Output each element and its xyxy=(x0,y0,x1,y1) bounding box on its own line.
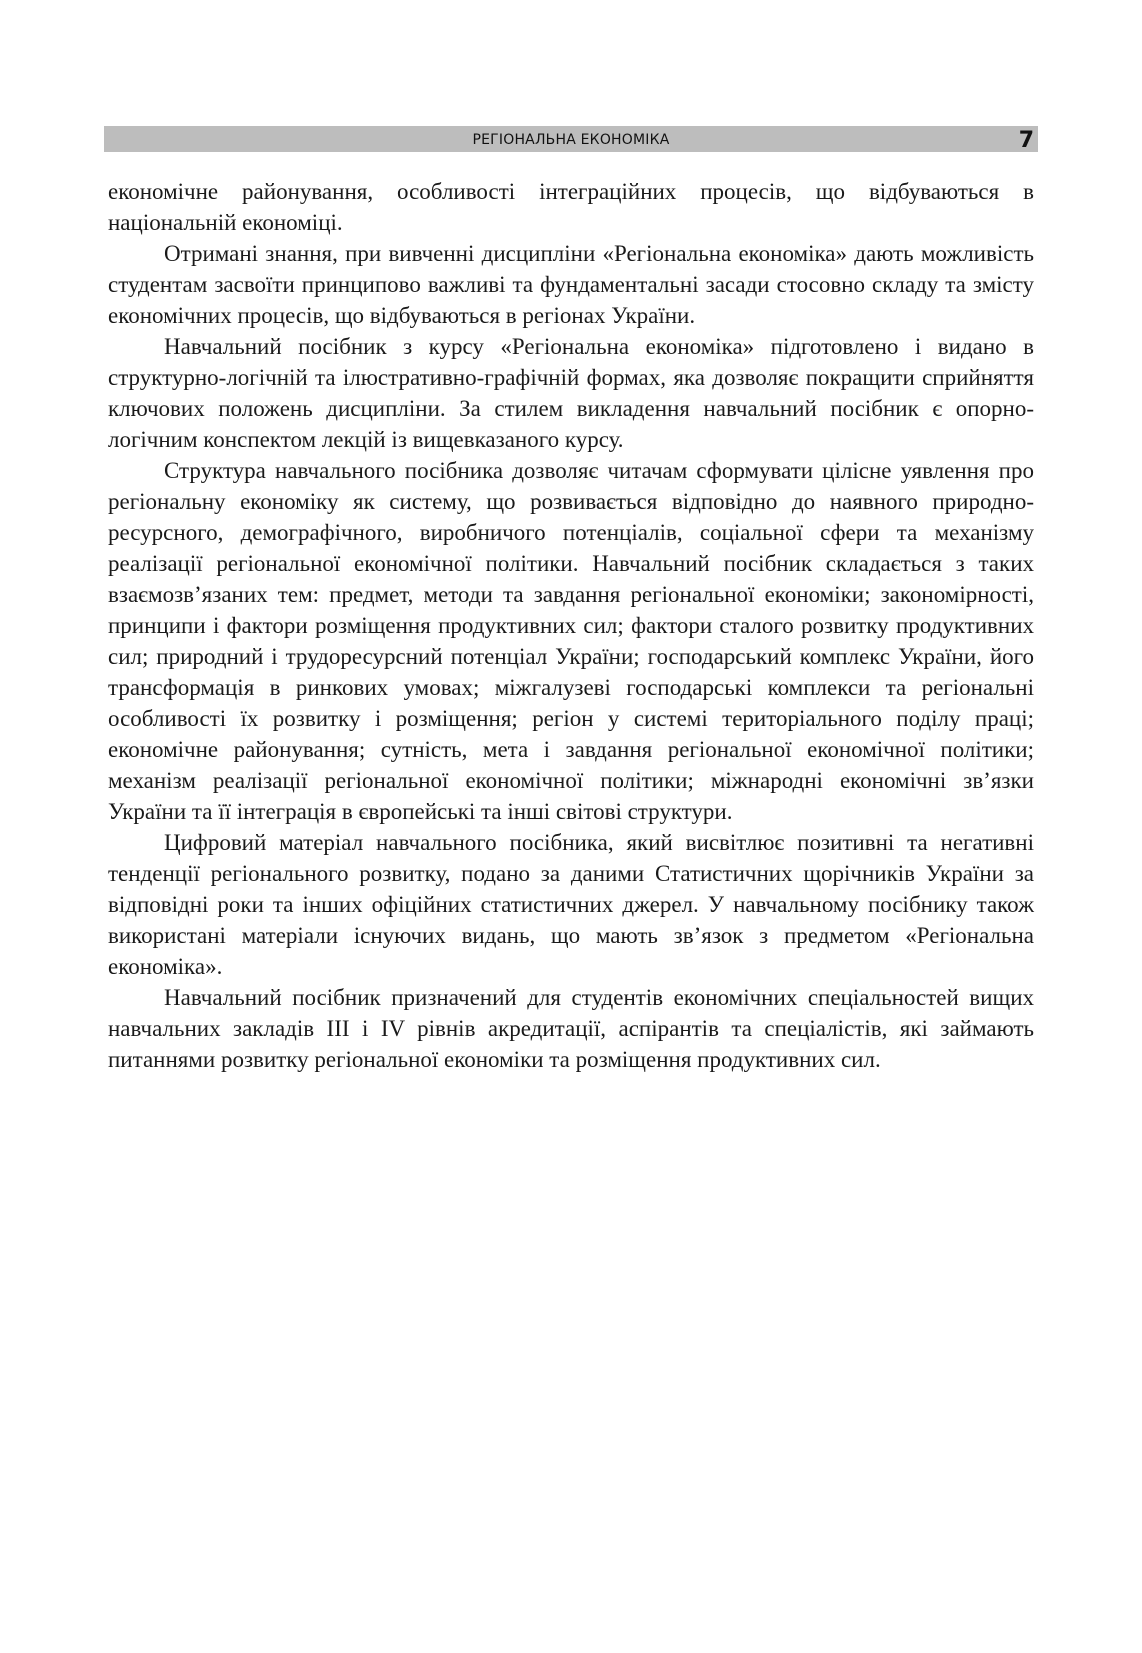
paragraph-6: Навчальний посібник призначений для студентів економічних спеціальностей вищих навчальних закладів III і IV рівнів акредитації, аспірантів та спеціалістів, які займають питаннями розвитку регіональної економіки та розміщення продуктивних сил. xyxy=(108,985,1034,1072)
paragraph-3: Навчальний посібник з курсу «Регіональна економіка» підготовлено і видано в структурно-логічній та ілюстративно-графічній формах, яка дозволяє покращити сприйняття ключових положень дисципліни. За стилем викладення навчальний посібник є опорно-логічним конспектом лекцій із вищевказаного курсу. xyxy=(108,334,1034,452)
paragraph-5: Цифровий матеріал навчального посібника, який висвітлює позитивні та негативні тенденції регіонального розвитку, подано за даними Статистичних щорічників України за відповідні роки та інших офіційних статистичних джерел. У навчальному посібнику також використані матеріали існуючих видань, що мають зв’язок з предметом «Регіональна економіка». xyxy=(108,830,1034,979)
running-header xyxy=(104,126,1038,152)
paragraph-2: Отримані знання, при вивченні дисципліни «Регіональна економіка» дають можливість студентам засвоїти принципово важливі та фундаментальні засади стосовно складу та змісту економічних процесів, що відбуваються в регіонах України. xyxy=(108,241,1034,328)
paragraph-1: економічне районування, особливості інтеграційних процесів, що відбуваються в національній економіці. xyxy=(108,179,1034,235)
page-number: 7 xyxy=(1018,128,1034,153)
body-text xyxy=(108,176,1034,1075)
running-header-title: РЕГІОНАЛЬНА ЕКОНОМІКА xyxy=(472,132,670,148)
paragraph-4: Структура навчального посібника дозволяє читачам сформувати цілісне уявлення про регіональну економіку як систему, що розвивається відповідно до наявного природно-ресурсного, демографічного, виробничого потенціалів, соціальної сфери та механізму реалізації регіональної економічної політики. Навчальний посібник складається з таких взаємозв’язаних тем: предмет, методи та завдання регіональної економіки; закономірності, принципи і фактори розміщення продуктивних сил; фактори сталого розвитку продуктивних сил; природний і трудоресурсний потенціал України; господарський комплекс України, його трансформація в ринкових умовах; міжгалузеві господарські комплекси та регіональні особливості їх розвитку і розміщення; регіон у системі територіального поділу праці; економічне районування; сутність, мета і завдання регіональної економічної політики; механізм реалізації регіональної економічної політики; міжнародні економічні зв’язки України та її інтеграція в європейські та інші світові структури. xyxy=(108,458,1034,824)
